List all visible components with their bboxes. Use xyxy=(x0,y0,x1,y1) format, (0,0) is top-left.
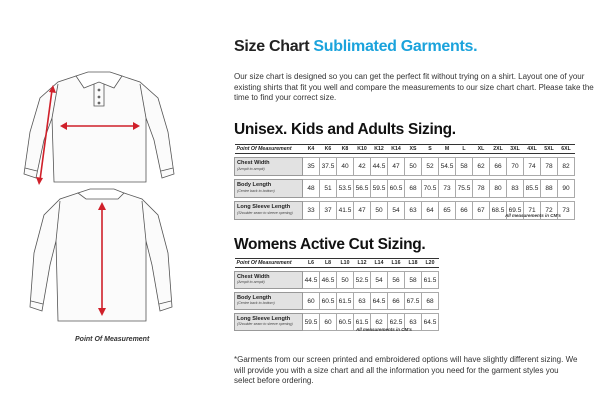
table-cell: 68.5 xyxy=(490,202,507,220)
table-cell: 56.5 xyxy=(354,180,371,198)
table-cell: 66 xyxy=(456,202,473,220)
size-header: S xyxy=(422,145,439,154)
table-cell: 67 xyxy=(473,202,490,220)
table-cell: 60 xyxy=(303,293,320,310)
size-header: L6 xyxy=(303,259,320,268)
table-cell: 61.5 xyxy=(422,272,439,289)
table-header-row xyxy=(235,259,439,268)
unisex-size-table xyxy=(234,144,575,220)
size-header: K14 xyxy=(388,145,405,154)
row-label: Body Length (Centre back to bottom) xyxy=(235,180,303,198)
table-cell: 65 xyxy=(439,202,456,220)
table-cell: 82 xyxy=(558,158,575,176)
size-header: L xyxy=(456,145,473,154)
table-cell: 40 xyxy=(337,158,354,176)
table-cell: 66 xyxy=(388,293,405,310)
title-main: Size Chart xyxy=(234,38,310,55)
size-header: XL xyxy=(473,145,490,154)
table-cell: 37.5 xyxy=(320,158,337,176)
table-cell: 52 xyxy=(422,158,439,176)
table-cell: 74 xyxy=(524,158,541,176)
size-header: L20 xyxy=(422,259,439,268)
size-header: K4 xyxy=(303,145,320,154)
table-cell: 64.5 xyxy=(371,293,388,310)
table-cell: 83 xyxy=(507,180,524,198)
row-label: Long Sleeve Length (Shoulder seam to sleeve opening) xyxy=(235,314,303,331)
point-of-measurement-caption: Point Of Measurement xyxy=(75,336,150,343)
table-cell: 62 xyxy=(371,314,388,331)
size-header: K10 xyxy=(354,145,371,154)
row-label: Chest Width (Armpit to armpit) xyxy=(235,158,303,176)
unisex-heading: Unisex. Kids and Adults Sizing. xyxy=(234,121,456,138)
table-cell: 50 xyxy=(371,202,388,220)
table-cell: 78 xyxy=(473,180,490,198)
size-header: L18 xyxy=(405,259,422,268)
table-cell: 33 xyxy=(303,202,320,220)
table-cell: 51 xyxy=(320,180,337,198)
table-cell: 50 xyxy=(405,158,422,176)
womens-size-table xyxy=(234,258,439,331)
table-cell: 73 xyxy=(558,202,575,220)
womens-measurement-note: All measurements in CM's xyxy=(356,327,412,332)
table-cell: 68 xyxy=(405,180,422,198)
table-cell: 50 xyxy=(337,272,354,289)
table-cell: 61.5 xyxy=(337,293,354,310)
intro-paragraph: Our size chart is designed so you can get the perfect fit without trying on a shirt. Layout one of your existing shirts that fit you well and compare the measurements to our size chart chart. Please take the time to find your correct size. xyxy=(234,72,594,102)
table-cell: 61.5 xyxy=(354,314,371,331)
table-cell: 54 xyxy=(371,272,388,289)
table-cell: 60 xyxy=(320,314,337,331)
table-row xyxy=(235,272,439,289)
unisex-measurement-note: All measurements in CM's xyxy=(505,213,561,218)
table-cell: 44.5 xyxy=(303,272,320,289)
table-cell: 62.5 xyxy=(388,314,405,331)
table-cell: 88 xyxy=(541,180,558,198)
size-header: K12 xyxy=(371,145,388,154)
row-label: Chest Width (Armpit to armpit) xyxy=(235,272,303,289)
row-label: Long Sleeve Length (Shoulder seam to sleeve opening) xyxy=(235,202,303,220)
table-cell: 42 xyxy=(354,158,371,176)
header-label: Point Of Measurement xyxy=(235,145,303,154)
size-header: L10 xyxy=(337,259,354,268)
table-cell: 52.5 xyxy=(354,272,371,289)
shirt-back-illustration xyxy=(22,183,182,331)
table-cell: 73 xyxy=(439,180,456,198)
shirt-front-illustration xyxy=(18,62,180,192)
size-header: 2XL xyxy=(490,145,507,154)
table-cell: 68 xyxy=(422,293,439,310)
size-header: L16 xyxy=(388,259,405,268)
table-cell: 48 xyxy=(303,180,320,198)
table-cell: 47 xyxy=(388,158,405,176)
table-cell: 53.5 xyxy=(337,180,354,198)
table-row xyxy=(235,293,439,310)
table-cell: 56 xyxy=(388,272,405,289)
size-header: L8 xyxy=(320,259,337,268)
size-header: 6XL xyxy=(558,145,575,154)
table-cell: 44.5 xyxy=(371,158,388,176)
table-cell: 58 xyxy=(456,158,473,176)
size-header: 4XL xyxy=(524,145,541,154)
footnote: *Garments from our screen printed and embroidered options will have slightly different sizing. We will provide you with a size chart and all the information you need for the garment styles you select before ordering. xyxy=(234,355,578,385)
size-header: M xyxy=(439,145,456,154)
table-cell: 63 xyxy=(354,293,371,310)
table-cell: 90 xyxy=(558,180,575,198)
row-label: Body Length (Centre back to bottom) xyxy=(235,293,303,310)
table-cell: 72 xyxy=(541,202,558,220)
table-cell: 59.5 xyxy=(371,180,388,198)
table-cell: 47 xyxy=(354,202,371,220)
table-cell: 70 xyxy=(507,158,524,176)
table-cell: 66 xyxy=(490,158,507,176)
table-cell: 35 xyxy=(303,158,320,176)
table-cell: 85.5 xyxy=(524,180,541,198)
size-header: K8 xyxy=(337,145,354,154)
table-cell: 54 xyxy=(388,202,405,220)
page-title xyxy=(234,38,477,56)
table-header-row xyxy=(235,145,575,154)
table-cell: 78 xyxy=(541,158,558,176)
table-cell: 60.5 xyxy=(388,180,405,198)
table-cell: 46.5 xyxy=(320,272,337,289)
size-header: L12 xyxy=(354,259,371,268)
table-cell: 62 xyxy=(473,158,490,176)
table-cell: 59.5 xyxy=(303,314,320,331)
table-cell: 54.5 xyxy=(439,158,456,176)
table-cell: 71 xyxy=(524,202,541,220)
size-header: 3XL xyxy=(507,145,524,154)
table-cell: 64.5 xyxy=(422,314,439,331)
size-header: 5XL xyxy=(541,145,558,154)
table-row xyxy=(235,180,575,198)
table-cell: 41.5 xyxy=(337,202,354,220)
table-cell: 69.5 xyxy=(507,202,524,220)
table-cell: 67.5 xyxy=(405,293,422,310)
table-cell: 70.5 xyxy=(422,180,439,198)
size-header: XS xyxy=(405,145,422,154)
table-row xyxy=(235,158,575,176)
title-accent: Sublimated Garments. xyxy=(313,38,478,55)
header-label: Point Of Measurement xyxy=(235,259,303,268)
womens-heading: Womens Active Cut Sizing. xyxy=(234,236,426,253)
table-cell: 37 xyxy=(320,202,337,220)
table-cell: 80 xyxy=(490,180,507,198)
table-cell: 60.5 xyxy=(320,293,337,310)
size-header: L14 xyxy=(371,259,388,268)
table-cell: 60.5 xyxy=(337,314,354,331)
table-cell: 75.5 xyxy=(456,180,473,198)
size-header: K6 xyxy=(320,145,337,154)
table-cell: 63 xyxy=(405,202,422,220)
table-cell: 63 xyxy=(405,314,422,331)
table-cell: 64 xyxy=(422,202,439,220)
table-cell: 58 xyxy=(405,272,422,289)
